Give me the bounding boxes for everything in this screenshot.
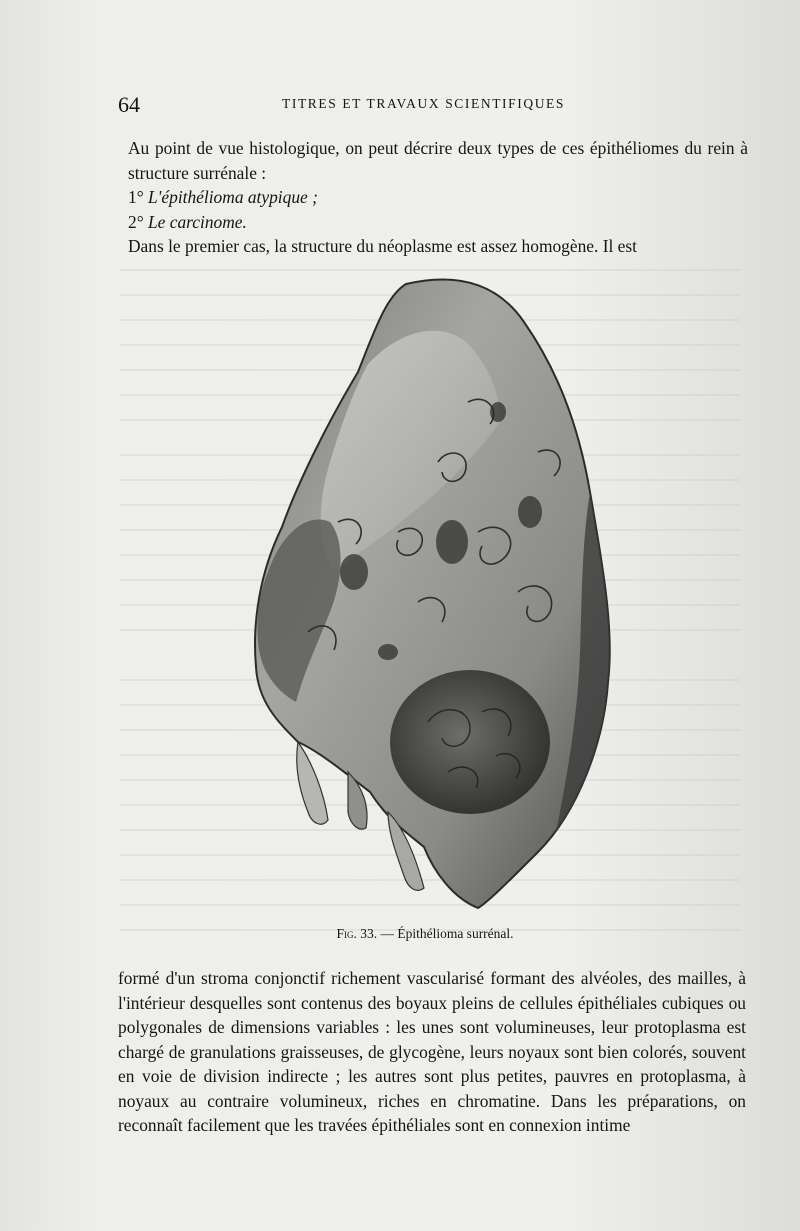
- figure-label: Fig. 33.: [336, 926, 378, 941]
- first-case-paragraph: Dans le premier cas, la structure du néoplasme est assez homogène. Il est: [128, 236, 637, 256]
- caption-dash: —: [380, 926, 394, 941]
- caption-title: Épithélioma surrénal.: [397, 926, 514, 941]
- item-label: Le carcinome.: [148, 211, 247, 232]
- item-number: 2°: [128, 211, 144, 232]
- lower-text-block: [118, 966, 746, 1138]
- item-number: 1°: [128, 187, 144, 207]
- running-title: TITRES ET TRAVAUX SCIENTIFIQUES: [282, 96, 565, 111]
- intro-paragraph: Au point de vue histologique, on peut décrire deux types de ces épithéliomes du rein à structure surrénale :: [128, 138, 748, 183]
- page-number: 64: [118, 92, 140, 117]
- upper-text-block: [128, 136, 748, 259]
- tumor-engraving: [238, 272, 618, 912]
- type-list-item-1: [128, 185, 748, 210]
- lower-lobe: [390, 670, 550, 814]
- item-label: L'épithélioma atypique ;: [148, 187, 318, 207]
- continuation-paragraph: formé d'un stroma conjonctif richement vascularisé formant des alvéoles, des mailles, à l'intérieur desquelles sont contenus des boyaux pleins de cellules épithéliales cubiques ou polygonales de dimensions variables : les unes sont volumineuses, leur protoplasma est chargé de granulations graisseuses, de glycogène, leurs noyaux sont bien colorés, souvent en voie de division indirecte ; les autres sont plus petites, pauvres en protoplasma, à noyaux au contraire volumineux, riches en chromatine. Dans les préparations, on reconnaît facilement que les travées épithéliales sont en connexion intime: [118, 968, 746, 1135]
- type-list-item-2: [128, 210, 748, 235]
- figure-caption: [260, 926, 590, 942]
- page-header: [118, 92, 744, 122]
- figure-illustration: [238, 272, 618, 912]
